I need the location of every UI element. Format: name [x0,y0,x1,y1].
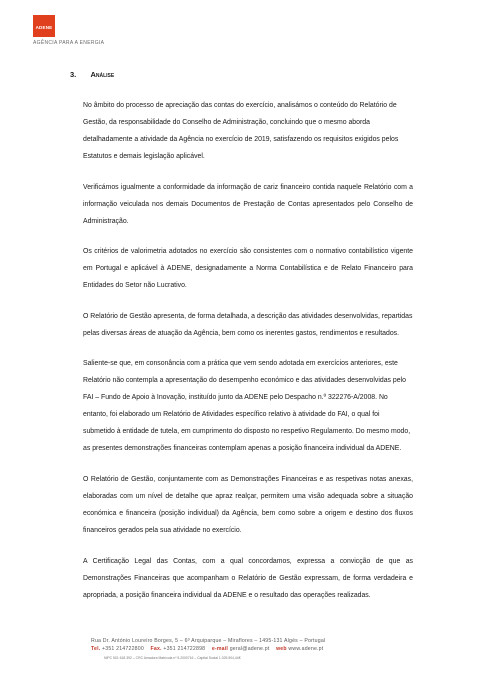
tel-label: Tel. [91,646,101,652]
paragraph-7: A Certificação Legal das Contas, com a qual concordamos, expressa a convicção de que as Demonstrações Financeiras que acompanham o Relatório de Gestão expressam, de forma verdadeira e apropriada, a posição financeira individual da ADENE e o resultado das operações realizadas. [83,557,413,599]
footer-legal: NIPC 501 618 392 – CRC Amadora Matrícula nº 5.2000716 – Capital Social 1.025.504,44€ [104,656,241,660]
paragraph-6: O Relatório de Gestão, conjuntamente com as Demonstrações Financeiras e as respetivas notas anexas, elaboradas com um nível de detalhe que apraz realçar, permitem uma visão adequada sobre a situação económica e financeira (posição individual) da Agência, bem como sobre a origem e destino dos fluxos financeiros gerados pela sua atividade no exercício. [83,475,413,534]
web-value: www.adene.pt [288,646,324,652]
section-number: 3. [70,70,77,79]
footer-address: Rua Dr. António Loureiro Borges, 5 – 6º Arquiparque – Miraflores – 1495-131 Algés – Portugal [91,638,326,644]
paragraph-3: Os critérios de valorimetria adotados no exercício são consistentes com o normativo contabilístico vigente em Portugal e aplicável à ADENE, designadamente a Norma Contabilística e de Relato Financeiro para Entidades do Setor não Lucrativo. [83,248,413,290]
footer-contact [91,646,323,652]
logo-tagline: AGÊNCIA PARA A ENERGIA [33,40,105,46]
paragraph-5: Saliente-se que, em consonância com a prática que vem sendo adotada em exercícios anteriores, este Relatório não contempla a apresentação do desempenho económico e das atividades desenvolvidas pelo FAI – Fundo de Apoio à Inovação, instituído junto da ADENE pelo Despacho n.º 322276-A/2008. No entanto, foi elaborado um Relatório de Atividades específico relativo à atividade do FAI, o qual foi submetido à entidade de tutela, em cumprimento do disposto no respetivo Regulamento. Do mesmo modo, as presentes demonstrações financeiras contemplam apenas a posição financeira individual da ADENE. [83,360,411,453]
section-title: Análise [90,70,115,79]
email-value: geral@adene.pt [229,646,270,652]
fax-label: Fax. [150,646,162,652]
section-heading [70,70,114,79]
paragraph-2: Verificámos igualmente a conformidade da informação de cariz financeiro contida naquele Relatório com a informação veiculada nos demais Documentos de Prestação de Contas apresentados pelo Conselho de Administração. [83,183,413,225]
document-body [83,97,413,617]
paragraph-1: No âmbito do processo de apreciação das contas do exercício, analisámos o conteúdo do Relatório de Gestão, da responsabilidade do Conselho de Administração, concluindo que o mesmo aborda detalhadamente a atividade da Agência no exercício de 2019, satisfazendo os requisitos exigidos pelos Estatutos e demais legislação aplicável. [83,102,399,160]
fax-value: +351 214722898 [163,646,206,652]
email-label: e-mail [211,646,229,652]
tel-value: +351 214722800 [102,646,144,652]
logo-text: ADENE [35,25,53,30]
web-label: web [276,646,287,652]
paragraph-4: O Relatório de Gestão apresenta, de forma detalhada, a descrição das atividades desenvolvidas, repartidas pelas diversas áreas de atuação da Agência, bem como os inerentes gastos, rendimentos e resultados. [83,312,413,337]
